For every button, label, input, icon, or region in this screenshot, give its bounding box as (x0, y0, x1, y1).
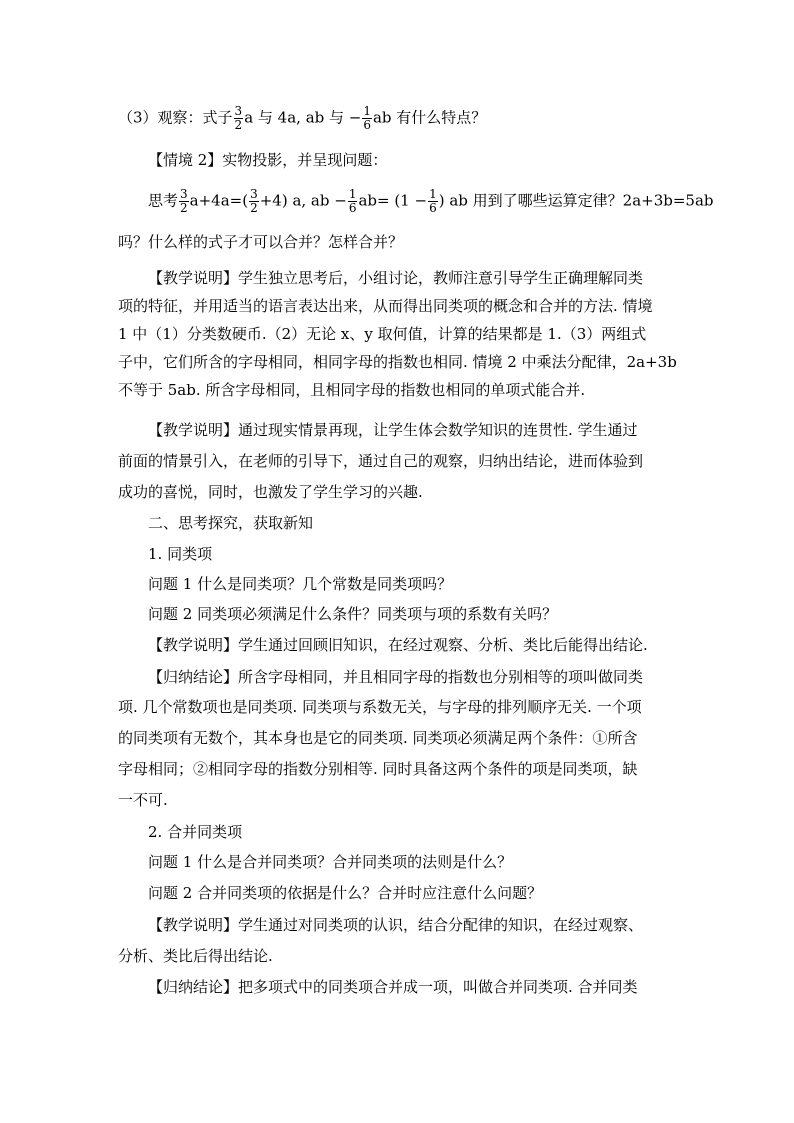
explain-2-line: 【教学说明】通过现实情景再现，让学生体会数学知识的连贯性. 学生通过 (148, 421, 638, 439)
situation-2-heading: 【情境 2】实物投影，并呈现问题： (148, 151, 388, 169)
think-question: 思考 $\frac{3}{2}$ a+4a=( $\frac{3}{2}$ +4) a, ab − $\frac{1}{6}$ ab= (1 − $\frac{1}{6}$ ) ab 用到了哪些运算定律？2a+3b=5ab (148, 187, 714, 215)
fraction-b: $\frac{3}{2}$ (250, 187, 258, 215)
question-3: （3）观察：式子 $\frac{3}{2}$ a 与 4a, ab 与 − $\frac{1}{6}$ ab 有什么特点？ (118, 104, 487, 132)
explain-2-line: 成功的喜悦，同时，也激发了学生学习的兴趣. (118, 483, 423, 501)
subsection-1-heading: 1. 同类项 (148, 545, 213, 563)
conclusion-1-line: 一不可. (118, 791, 168, 809)
fraction-3-2: $\frac{3}{2}$ (234, 104, 243, 132)
explain-1-line: 1 中（1）分类数硬币.（2）无论 x、y 取何值，计算的结果都是 1.（3）两组式 (118, 325, 647, 343)
fraction-1-6: $\frac{1}{6}$ (363, 104, 371, 132)
subsection-1-question-1: 问题 1 什么是同类项？几个常数是同类项吗？ (148, 575, 453, 593)
subsection-2-explain-line: 分析、类比后得出结论. (118, 947, 273, 965)
subsection-1-explain: 【教学说明】学生通过回顾旧知识，在经过观察、分析、类比后能得出结论. (148, 636, 648, 654)
subsection-2-question-1: 问题 1 什么是合并同类项？合并同类项的法则是什么？ (148, 853, 513, 871)
conclusion-1-line: 【归纳结论】所含字母相同，并且相同字母的指数也分别相等的项叫做同类 (148, 668, 644, 686)
subsection-2-question-2: 问题 2 合并同类项的依据是什么？合并时应注意什么问题？ (148, 884, 543, 902)
explain-1-line: 子中，它们所含的字母相同，相同字母的指数也相同. 情境 2 中乘法分配律，2a+3b (118, 353, 677, 371)
subsection-2-heading: 2. 合并同类项 (148, 823, 243, 841)
subsection-1-question-2: 问题 2 同类项必须满足什么条件？同类项与项的系数有关吗？ (148, 605, 558, 623)
explain-1-line: 【教学说明】学生独立思考后，小组讨论，教师注意引导学生正确理解同类 (148, 269, 644, 287)
fraction-d: $\frac{1}{6}$ (429, 187, 437, 215)
explain-1-line: 不等于 5ab. 所含字母相同，且相同字母的指数也相同的单项式能合并. (118, 381, 586, 399)
fraction-c: $\frac{1}{6}$ (348, 187, 357, 215)
conclusion-2-line: 【归纳结论】把多项式中的同类项合并成一项，叫做合并同类项. 合并同类 (148, 978, 638, 996)
subsection-2-explain-line: 【教学说明】学生通过对同类项的认识，结合分配律的知识，在经过观察、 (148, 916, 644, 934)
explain-1-line: 项的特征，并用适当的语言表达出来，从而得出同类项的概念和合并的方法. 情境 (118, 297, 653, 315)
conclusion-1-line: 的同类项有无数个，其本身也是它的同类项. 同类项必须满足两个条件：①所含 (118, 729, 638, 747)
think-question-cont: 吗？什么样的式子才可以合并？怎样合并？ (118, 233, 404, 251)
conclusion-1-line: 字母相同；②相同字母的指数分别相等. 同时具备这两个条件的项是同类项，缺 (118, 760, 638, 778)
conclusion-1-line: 项. 几个常数项也是同类项. 同类项与系数无关，与字母的排列顺序无关. 一个项 (118, 698, 642, 716)
fraction-a: $\frac{3}{2}$ (180, 187, 188, 215)
explain-2-line: 前面的情景引入，在老师的引导下，通过自己的观察，归纳出结论，进而体验到 (118, 452, 644, 470)
section-2-heading: 二、思考探究，获取新知 (148, 514, 314, 532)
